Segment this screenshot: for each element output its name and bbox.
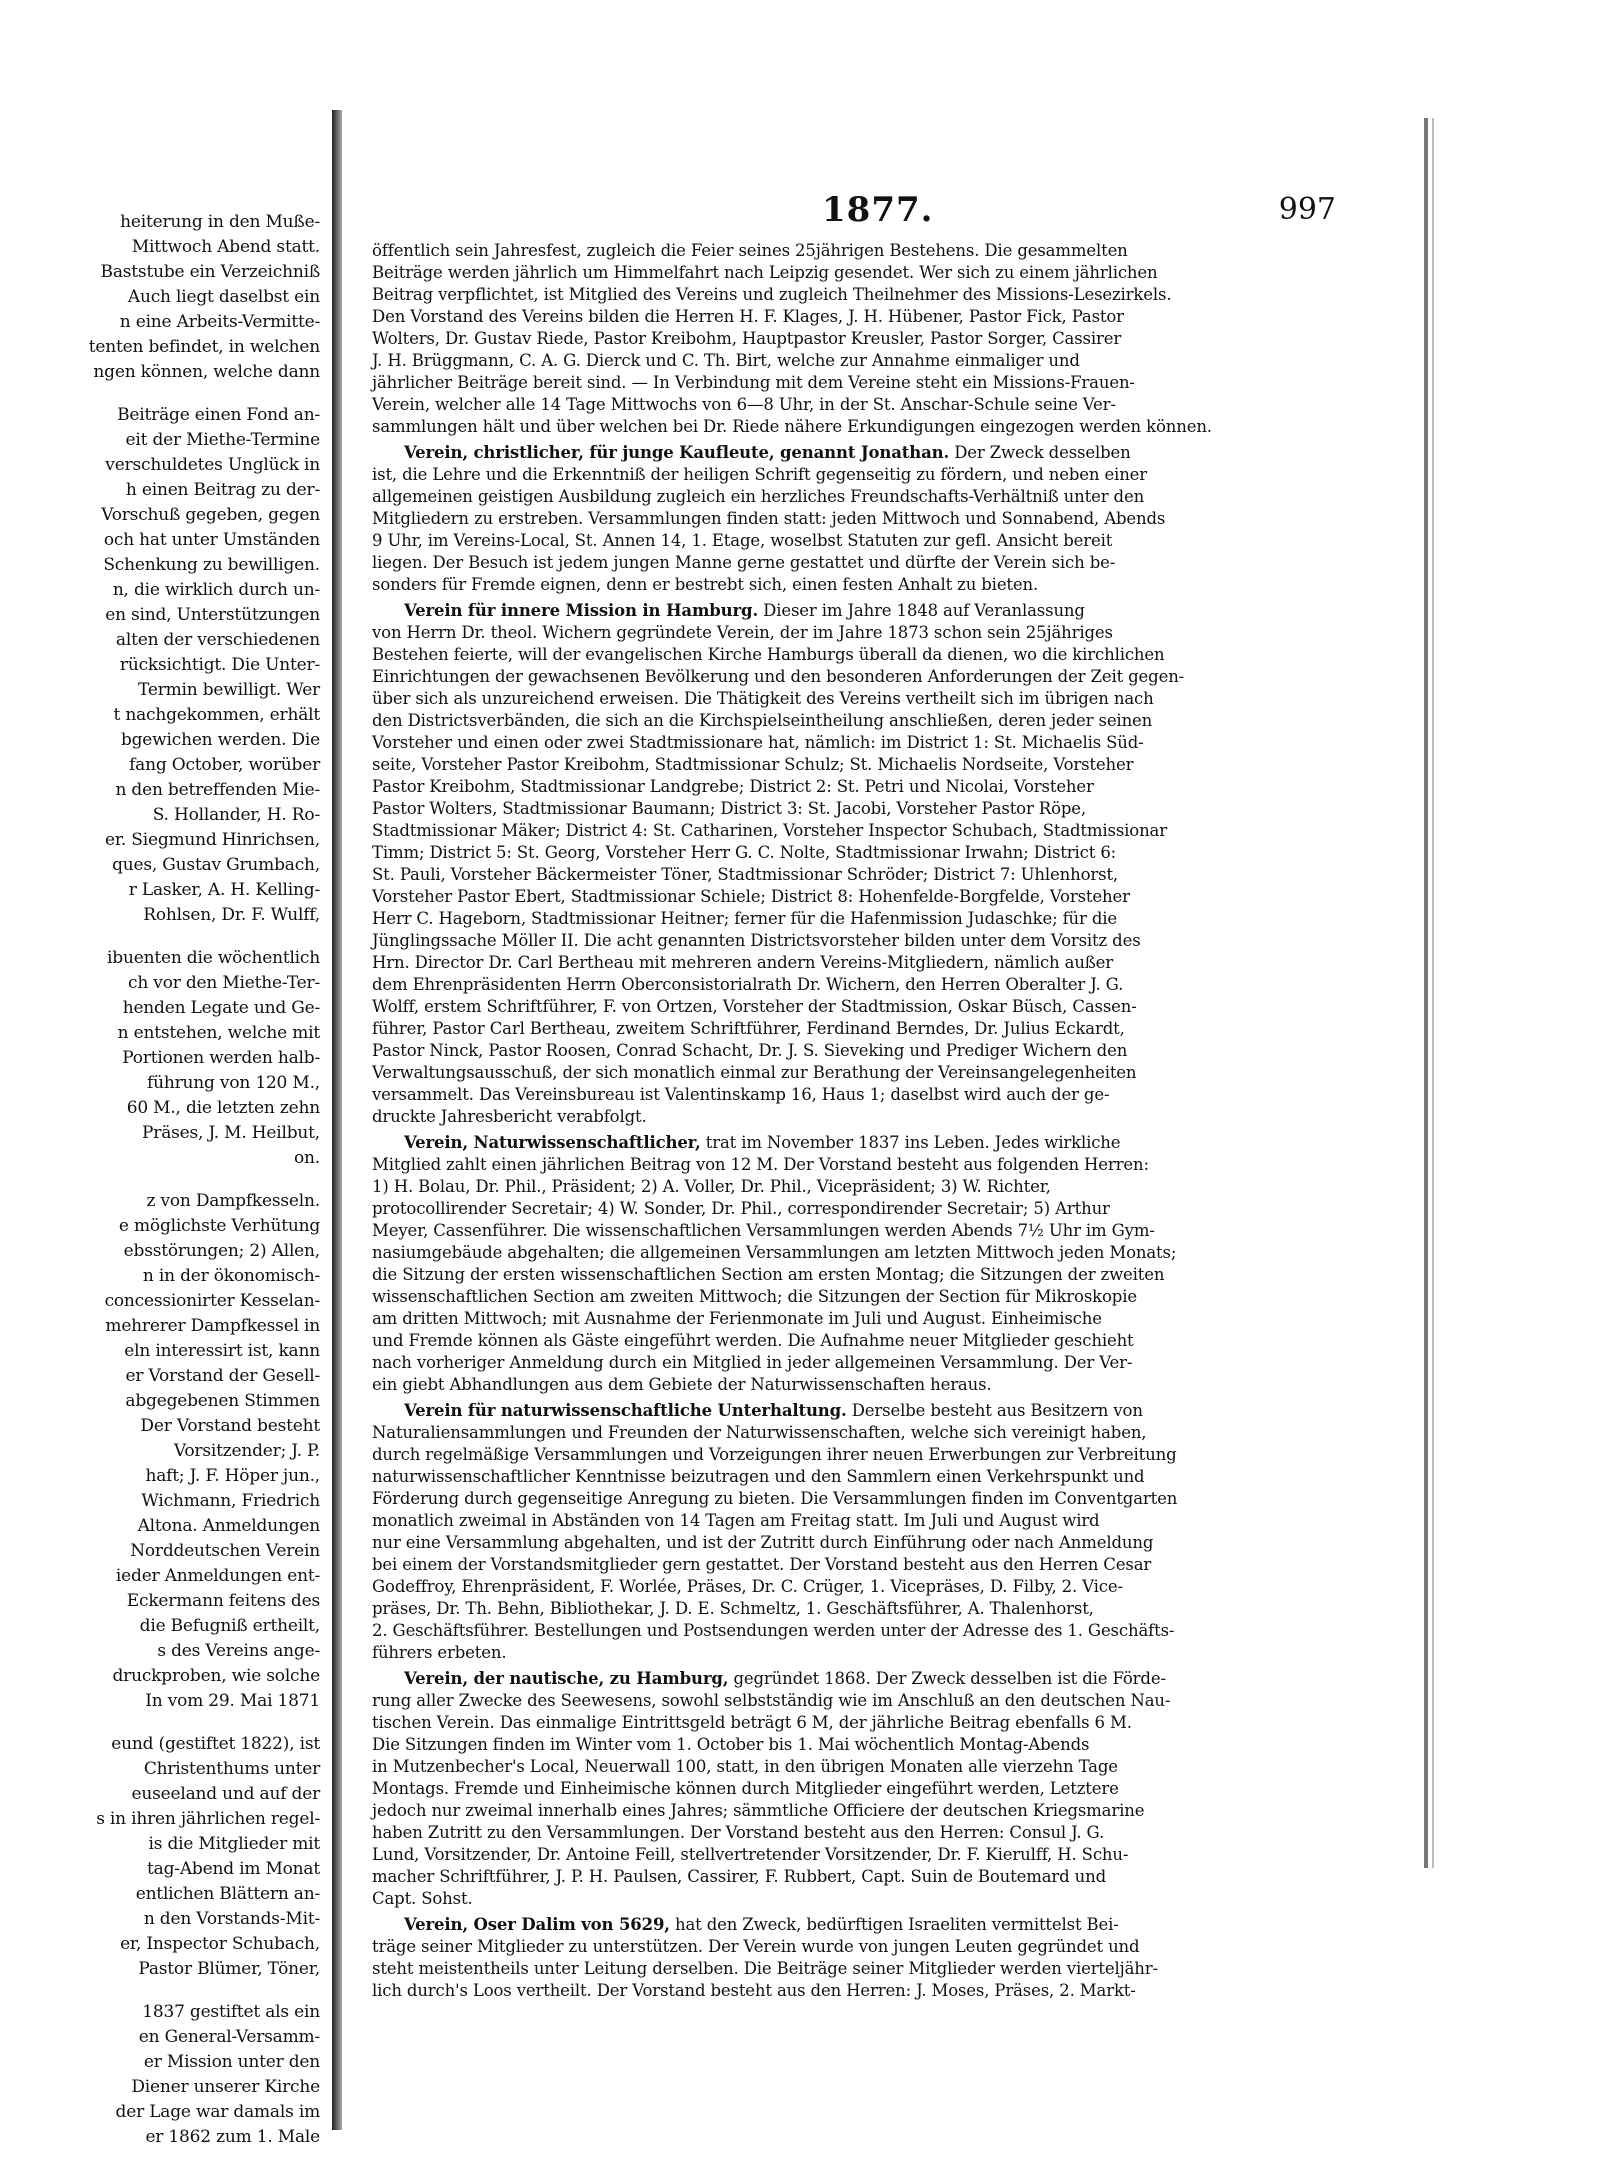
left-line: Rohlsen, Dr. F. Wulff, [143,905,320,925]
entry-line [352,442,1352,464]
entry-line: monatlich zweimal in Abständen von 14 Tagen am Freitag statt. Im Juli und August wird [372,1511,1100,1530]
entry-line: führers erbeten. [372,1643,507,1662]
entries-list [352,240,1352,2002]
left-paragraph [0,403,326,928]
entry-line: Naturaliensammlungen und Freunden der Naturwissenschaften, welche sich vereinigt haben, [372,1423,1147,1442]
left-line: en General-Versamm- [138,2027,320,2047]
entry-line: macher Schriftführer, J. P. H. Paulsen, Cassirer, F. Rubbert, Capt. Suin de Boutemard und [372,1867,1107,1886]
entry-heading: Verein, Naturwissenschaftlicher, [404,1133,701,1152]
left-line: ieder Anmeldungen ent- [115,1566,320,1586]
entry-line: Pastor Kreibohm, Stadtmissionar Landgrebe; District 2: St. Petri und Nicolai, Vorsteher [372,777,1094,796]
page-year: 1877. [822,190,934,230]
entry-line: Pastor Ninck, Pastor Roosen, Conrad Schacht, Dr. J. S. Sieveking und Prediger Wichern den [372,1041,1128,1060]
directory-entry [352,442,1352,596]
directory-entry [352,240,1352,438]
entry-heading: Verein, christlicher, für junge Kaufleute, genannt Jonathan. [404,443,950,462]
entry-text: Dieser im Jahre 1848 auf Veranlassung [758,601,1085,620]
entry-line: jährlicher Beiträge bereit sind. — In Verbindung mit dem Vereine steht ein Missions-Frauen- [372,373,1135,392]
left-line: tenten befindet, in welchen [88,337,320,357]
left-line: n eine Arbeits-Vermitte- [119,312,320,332]
entry-line: sonders für Fremde eignen, denn er bestrebt sich, einen festen Anhalt zu bieten. [372,575,1039,594]
directory-entry [352,1668,1352,1910]
left-line: Pastor Blümer, Töner, [138,1959,320,1979]
left-paragraph [0,1189,326,1714]
right-page [352,190,1352,2060]
left-line: ques, Gustav Grumbach, [112,855,320,875]
entry-line [352,1668,1352,1690]
left-line: Baststube ein Verzeichniß [100,262,320,282]
entry-line: Beitrag verpflichtet, ist Mitglied des Vereins und zugleich Theilnehmer des Missions-Lesezirkels. [372,285,1172,304]
left-paragraph [0,210,326,385]
entry-line: Mitgliedern zu erstreben. Versammlungen finden statt: jeden Mittwoch und Sonnabend, Abends [372,509,1166,528]
directory-entry [352,600,1352,1128]
entry-line: präses, Dr. Th. Behn, Bibliothekar, J. D. E. Schmeltz, 1. Geschäftsführer, A. Thalenhorst, [372,1599,1094,1618]
directory-entry [352,1400,1352,1664]
left-line: eund (gestiftet 1822), ist [111,1734,320,1754]
left-line: t nachgekommen, erhält [113,705,320,725]
page-edge [1424,118,1428,1868]
entry-line: nasiumgebäude abgehalten; die allgemeinen Versammlungen am letzten Mittwoch jeden Monats; [372,1243,1177,1262]
entry-text: hat den Zweck, bedürftigen Israeliten vermittelst Bei- [669,1915,1119,1934]
entry-line: und Fremde können als Gäste eingeführt werden. Die Aufnahme neuer Mitglieder geschieht [372,1331,1134,1350]
left-paragraph [0,2000,326,2150]
left-line: eit der Miethe-Termine [125,430,320,450]
entry-line: J. H. Brüggmann, C. A. G. Dierck und C. Th. Birt, welche zur Annahme einmaliger und [372,351,1080,370]
entry-line: Timm; District 5: St. Georg, Vorsteher Herr G. C. Nolte, Stadtmissionar Irwahn; District 6: [372,843,1117,862]
left-line: z von Dampfkesseln. [146,1191,320,1211]
left-line: Mittwoch Abend statt. [131,237,320,257]
entry-line: Wolff, erstem Schriftführer, F. von Ortzen, Vorsteher der Stadtmission, Oskar Büsch, Cassen- [372,997,1137,1016]
entry-line: Godeffroy, Ehrenpräsident, F. Worlée, Präses, Dr. C. Crüger, 1. Vicepräses, D. Filby, 2. Vice- [372,1577,1123,1596]
left-line: ibuenten die wöchentlich [107,948,320,968]
left-line: Norddeutschen Verein [130,1541,320,1561]
entry-text: Derselbe besteht aus Besitzern von [846,1401,1143,1420]
left-line: en sind, Unterstützungen [105,605,320,625]
left-line: n den betreffenden Mie- [115,780,320,800]
entry-line: nur eine Versammlung abgehalten, und ist der Zutritt durch Einführung oder nach Anmeldung [372,1533,1154,1552]
left-line: führung von 120 M., [147,1073,320,1093]
entry-line: druckte Jahresbericht verabfolgt. [372,1107,647,1126]
entry-line: Die Sitzungen finden im Winter vom 1. October bis 1. Mai wöchentlich Montag-Abends [372,1735,1090,1754]
left-line: on. [294,1148,320,1168]
entry-line: sammlungen hält und über welchen bei Dr. Riede nähere Erkundigungen eingezogen werden können. [372,417,1212,436]
left-line: ngen können, welche dann [93,362,320,382]
entry-line: Pastor Wolters, Stadtmissionar Baumann; District 3: St. Jacobi, Vorsteher Pastor Röpe, [372,799,1086,818]
entry-line: die Sitzung der ersten wissenschaftlichen Section am ersten Montag; die Sitzungen der zweiten [372,1265,1165,1284]
left-line: Beiträge einen Fond an- [117,405,320,425]
left-line: r Lasker, A. H. Kelling- [128,880,320,900]
entry-line: Montags. Fremde und Einheimische können durch Mitglieder eingeführt werden, Letztere [372,1779,1119,1798]
entry-line: St. Pauli, Vorsteher Bäckermeister Töner, Stadtmissionar Schröder; District 7: Uhlenhorst, [372,865,1119,884]
entry-line: Wolters, Dr. Gustav Riede, Pastor Kreibohm, Hauptpastor Kreusler, Pastor Sorger, Cassirer [372,329,1122,348]
left-line: 60 M., die letzten zehn [126,1098,320,1118]
entry-line: steht meistentheils unter Leitung derselben. Die Beiträge seiner Mitglieder werden vierteljähr- [372,1959,1158,1978]
left-line: druckproben, wie solche [112,1666,320,1686]
left-line: heiterung in den Muße- [120,212,320,232]
entry-line: Stadtmissionar Mäker; District 4: St. Catharinen, Vorsteher Inspector Schubach, Stadtmissionar [372,821,1167,840]
entry-line: Vorsteher und einen oder zwei Stadtmissionare hat, nämlich: im District 1: St. Michaelis Süd- [372,733,1144,752]
entry-line [352,1400,1352,1422]
entry-line [352,1914,1352,1936]
entry-line: Vorsteher Pastor Ebert, Stadtmissionar Schiele; District 8: Hohenfelde-Borgfelde, Vorsteher [372,887,1130,906]
left-page-fragment [0,210,326,2147]
entry-text: Der Zweck desselben [949,443,1131,462]
entry-line: Verein, welcher alle 14 Tage Mittwochs von 6—8 Uhr, in der St. Anschar-Schule seine Ver- [372,395,1116,414]
directory-entry [352,1132,1352,1396]
left-line: e möglichste Verhütung [118,1216,320,1236]
left-line: In vom 29. Mai 1871 [145,1691,320,1711]
left-line: Vorsitzender; J. P. [173,1441,320,1461]
entry-line: Lund, Vorsitzender, Dr. Antoine Feill, stellvertretender Vorsitzender, Dr. F. Kierulff, H. Schu- [372,1845,1129,1864]
entry-line: ein giebt Abhandlungen aus dem Gebiete der Naturwissenschaften heraus. [372,1375,992,1394]
entry-line: naturwissenschaftlicher Kenntnisse beizutragen und den Sammlern einen Verkehrspunkt und [372,1467,1145,1486]
entry-line: Jünglingssache Möller II. Die acht genannten Districtsvorsteher bilden unter dem Vorsitz des [372,931,1141,950]
entry-line: allgemeinen geistigen Ausbildung zugleich ein herzliches Freundschafts-Verhältniß unter den [372,487,1145,506]
left-line: n entstehen, welche mit [117,1023,320,1043]
left-line: ebsstörungen; 2) Allen, [123,1241,320,1261]
entry-line: Mitglied zahlt einen jährlichen Beitrag von 12 M. Der Vorstand besteht aus folgenden Herren: [372,1155,1149,1174]
left-line: fang October, worüber [129,755,320,775]
left-line: haft; J. F. Höper jun., [145,1466,320,1486]
entry-line: haben Zutritt zu den Versammlungen. Der Vorstand besteht aus den Herren: Consul J. G. [372,1823,1105,1842]
left-line: Termin bewilligt. Wer [138,680,320,700]
entry-line: Förderung durch gegenseitige Anregung zu bieten. Die Versammlungen finden im Conventgarten [372,1489,1178,1508]
left-line: Der Vorstand besteht [140,1416,320,1436]
entry-line: am dritten Mittwoch; mit Ausnahme der Ferienmonate im Juli und August. Einheimische [372,1309,1102,1328]
page-number: 997 [1278,192,1336,227]
entry-line: protocollirender Secretair; 4) W. Sonder, Dr. Phil., correspondirender Secretair; 5) Arthur [372,1199,1110,1218]
entry-line: rung aller Zwecke des Seewesens, sowohl selbstständig wie im Anschluß an den deutschen Nau- [372,1691,1171,1710]
left-line: Schenkung zu bewilligen. [103,555,320,575]
page-header [352,190,1352,234]
left-line: er. Siegmund Hinrichsen, [104,830,320,850]
entry-line: dem Ehrenpräsidenten Herrn Oberconsistorialrath Dr. Wichern, den Herren Oberalter J. G. [372,975,1124,994]
left-line: n in der ökonomisch- [142,1266,320,1286]
left-line: S. Hollander, H. Ro- [152,805,320,825]
left-paragraph [0,946,326,1171]
entry-line: führer, Pastor Carl Bertheau, zweitem Schriftführer, Ferdinand Berndes, Dr. Julius Eckardt, [372,1019,1125,1038]
entry-line: bei einem der Vorstandsmitglieder gern gestattet. Der Vorstand besteht aus den Herren Cesar [372,1555,1152,1574]
entry-line: durch regelmäßige Versammlungen und Vorzeigungen ihrer neuen Erwerbungen zur Verbreitung [372,1445,1177,1464]
entry-heading: Verein für naturwissenschaftliche Unterhaltung. [404,1401,847,1420]
entry-line: jedoch nur zweimal innerhalb eines Jahres; sämmtliche Officiere der deutschen Kriegsmarine [372,1801,1145,1820]
entry-line: in Mutzenbecher's Local, Neuerwall 100, statt, in den übrigen Monaten alle vierzehn Tage [372,1757,1118,1776]
entry-line: Einrichtungen der gewachsenen Bevölkerung und den besonderen Anforderungen der Zeit gegen- [372,667,1185,686]
left-line: henden Legate und Ge- [122,998,320,1018]
left-line: er Mission unter den [143,2052,320,2072]
left-line: Auch liegt daselbst ein [127,287,320,307]
left-line: Eckermann feitens des [126,1591,320,1611]
entry-text: trat im November 1837 ins Leben. Jedes wirkliche [700,1133,1121,1152]
entry-line: Bestehen feierte, will der evangelischen Kirche Hamburgs überall da dienen, wo die kirchlichen [372,645,1165,664]
entry-line: Capt. Sohst. [372,1889,473,1908]
left-line: Vorschuß gegeben, gegen [101,505,320,525]
left-line: n, die wirklich durch un- [112,580,320,600]
left-line: Altona. Anmeldungen [137,1516,320,1536]
left-line: Portionen werden halb- [122,1048,320,1068]
entry-line: ist, die Lehre und die Erkenntniß der heiligen Schrift gegenseitig zu fördern, und neben einer [372,465,1148,484]
entry-line: wissenschaftlichen Section am zweiten Mittwoch; die Sitzungen der Section für Mikroskopie [372,1287,1137,1306]
entry-line: 1) H. Bolau, Dr. Phil., Präsident; 2) A. Voller, Dr. Phil., Vicepräsident; 3) W. Richter, [372,1177,1051,1196]
entry-line: öffentlich sein Jahresfest, zugleich die Feier seines 25jährigen Bestehens. Die gesammelten [372,241,1128,260]
left-line: Christenthums unter [143,1759,320,1779]
directory-entry [352,1914,1352,2002]
entry-line: 2. Geschäftsführer. Bestellungen und Postsendungen werden unter der Adresse des 1. Geschäfts- [372,1621,1175,1640]
left-line: s des Vereins ange- [157,1641,320,1661]
entry-line: liegen. Der Besuch ist jedem jungen Manne gerne gestattet und dürfte der Verein sich be- [372,553,1116,572]
entry-line [352,1132,1352,1154]
entry-line: Meyer, Cassenführer. Die wissenschaftlichen Versammlungen werden Abends 7½ Uhr im Gym- [372,1221,1155,1240]
entry-line: versammelt. Das Vereinsbureau ist Valentinskamp 16, Haus 1; daselbst wird auch der ge- [372,1085,1110,1104]
left-line: verschuldetes Unglück in [105,455,320,475]
left-line: ch vor den Miethe-Ter- [128,973,320,993]
left-line: Wichmann, Friedrich [141,1491,320,1511]
page-fold-shadow [332,110,342,2130]
left-line: eln interessirt ist, kann [124,1341,320,1361]
entry-heading: Verein, der nautische, zu Hamburg, [404,1669,729,1688]
left-line: alten der verschiedenen [115,630,320,650]
left-line: rücksichtigt. Die Unter- [119,655,320,675]
left-line: n den Vorstands-Mit- [143,1909,320,1929]
entry-line: nach vorheriger Anmeldung durch ein Mitglied in jeder allgemeinen Versammlung. Der Ver- [372,1353,1133,1372]
entry-text: gegründet 1868. Der Zweck desselben ist die Förde- [728,1669,1166,1688]
left-line: och hat unter Umständen [103,530,320,550]
entry-line: Beiträge werden jährlich um Himmelfahrt nach Leipzig gesendet. Wer sich zu einem jährlichen [372,263,1158,282]
left-line: er, Inspector Schubach, [120,1934,320,1954]
left-line: s in ihren jährlichen regel- [96,1809,320,1829]
entry-line: seite, Vorsteher Pastor Kreibohm, Stadtmissionar Schulz; St. Michaelis Nordseite, Vorsteher [372,755,1134,774]
entry-line: Herr C. Hageborn, Stadtmissionar Heitner; ferner für die Hafenmission Judaschke; für die [372,909,1118,928]
left-line: euseeland und auf der [131,1784,320,1804]
entry-line: träge seiner Mitglieder zu unterstützen. Der Verein wurde von jungen Leuten gegründet und [372,1937,1140,1956]
entry-line: lich durch's Loos vertheilt. Der Vorstand besteht aus den Herren: J. Moses, Präses, 2. Markt- [372,1981,1136,2000]
left-line: er 1862 zum 1. Male [145,2127,320,2147]
left-line: der Lage war damals im [115,2102,320,2122]
left-line: bgewichen werden. Die [120,730,320,750]
entry-line: tischen Verein. Das einmalige Eintrittsgeld beträgt 6 M, der jährliche Beitrag ebenfalls 6 M. [372,1713,1132,1732]
left-paragraph [0,1732,326,1982]
entry-line: Den Vorstand des Vereins bilden die Herren H. F. Klages, J. H. Hübener, Pastor Fick, Pastor [372,307,1124,326]
entry-line: über sich als unzureichend erweisen. Die Thätigkeit des Vereins vertheilt sich im übrigen nach [372,689,1154,708]
left-line: abgegebenen Stimmen [125,1391,320,1411]
entry-line: Hrn. Director Dr. Carl Bertheau mit mehreren andern Vereins-Mitgliedern, nämlich außer [372,953,1114,972]
entry-line: von Herrn Dr. theol. Wichern gegründete Verein, der im Jahre 1873 schon sein 25jähriges [372,623,1113,642]
left-line: Präses, J. M. Heilbut, [142,1123,320,1143]
left-line: tag-Abend im Monat [147,1859,320,1879]
left-line: Diener unserer Kirche [131,2077,320,2097]
left-line: 1837 gestiftet als ein [142,2002,320,2022]
left-line: die Befugniß ertheilt, [139,1616,320,1636]
entry-heading: Verein für innere Mission in Hamburg. [404,601,759,620]
entry-heading: Verein, Oser Dalim von 5629, [404,1915,670,1934]
entry-line [352,600,1352,622]
entry-line: den Districtsverbänden, die sich an die Kirchspielseintheilung anschließen, deren jeder seinen [372,711,1153,730]
left-line: h einen Beitrag zu der- [125,480,320,500]
entry-line: 9 Uhr, im Vereins-Local, St. Annen 14, 1. Etage, woselbst Statuten zur gefl. Ansicht bereit [372,531,1113,550]
left-line: mehrerer Dampfkessel in [105,1316,320,1336]
left-line: concessionirter Kesselan- [104,1291,320,1311]
left-line: entlichen Blättern an- [135,1884,320,1904]
page-edge-inner [1432,118,1434,1868]
entry-line: Verwaltungsausschuß, der sich monatlich einmal zur Berathung der Vereinsangelegenheiten [372,1063,1137,1082]
left-line: er Vorstand der Gesell- [125,1366,320,1386]
left-line: is die Mitglieder mit [148,1834,320,1854]
